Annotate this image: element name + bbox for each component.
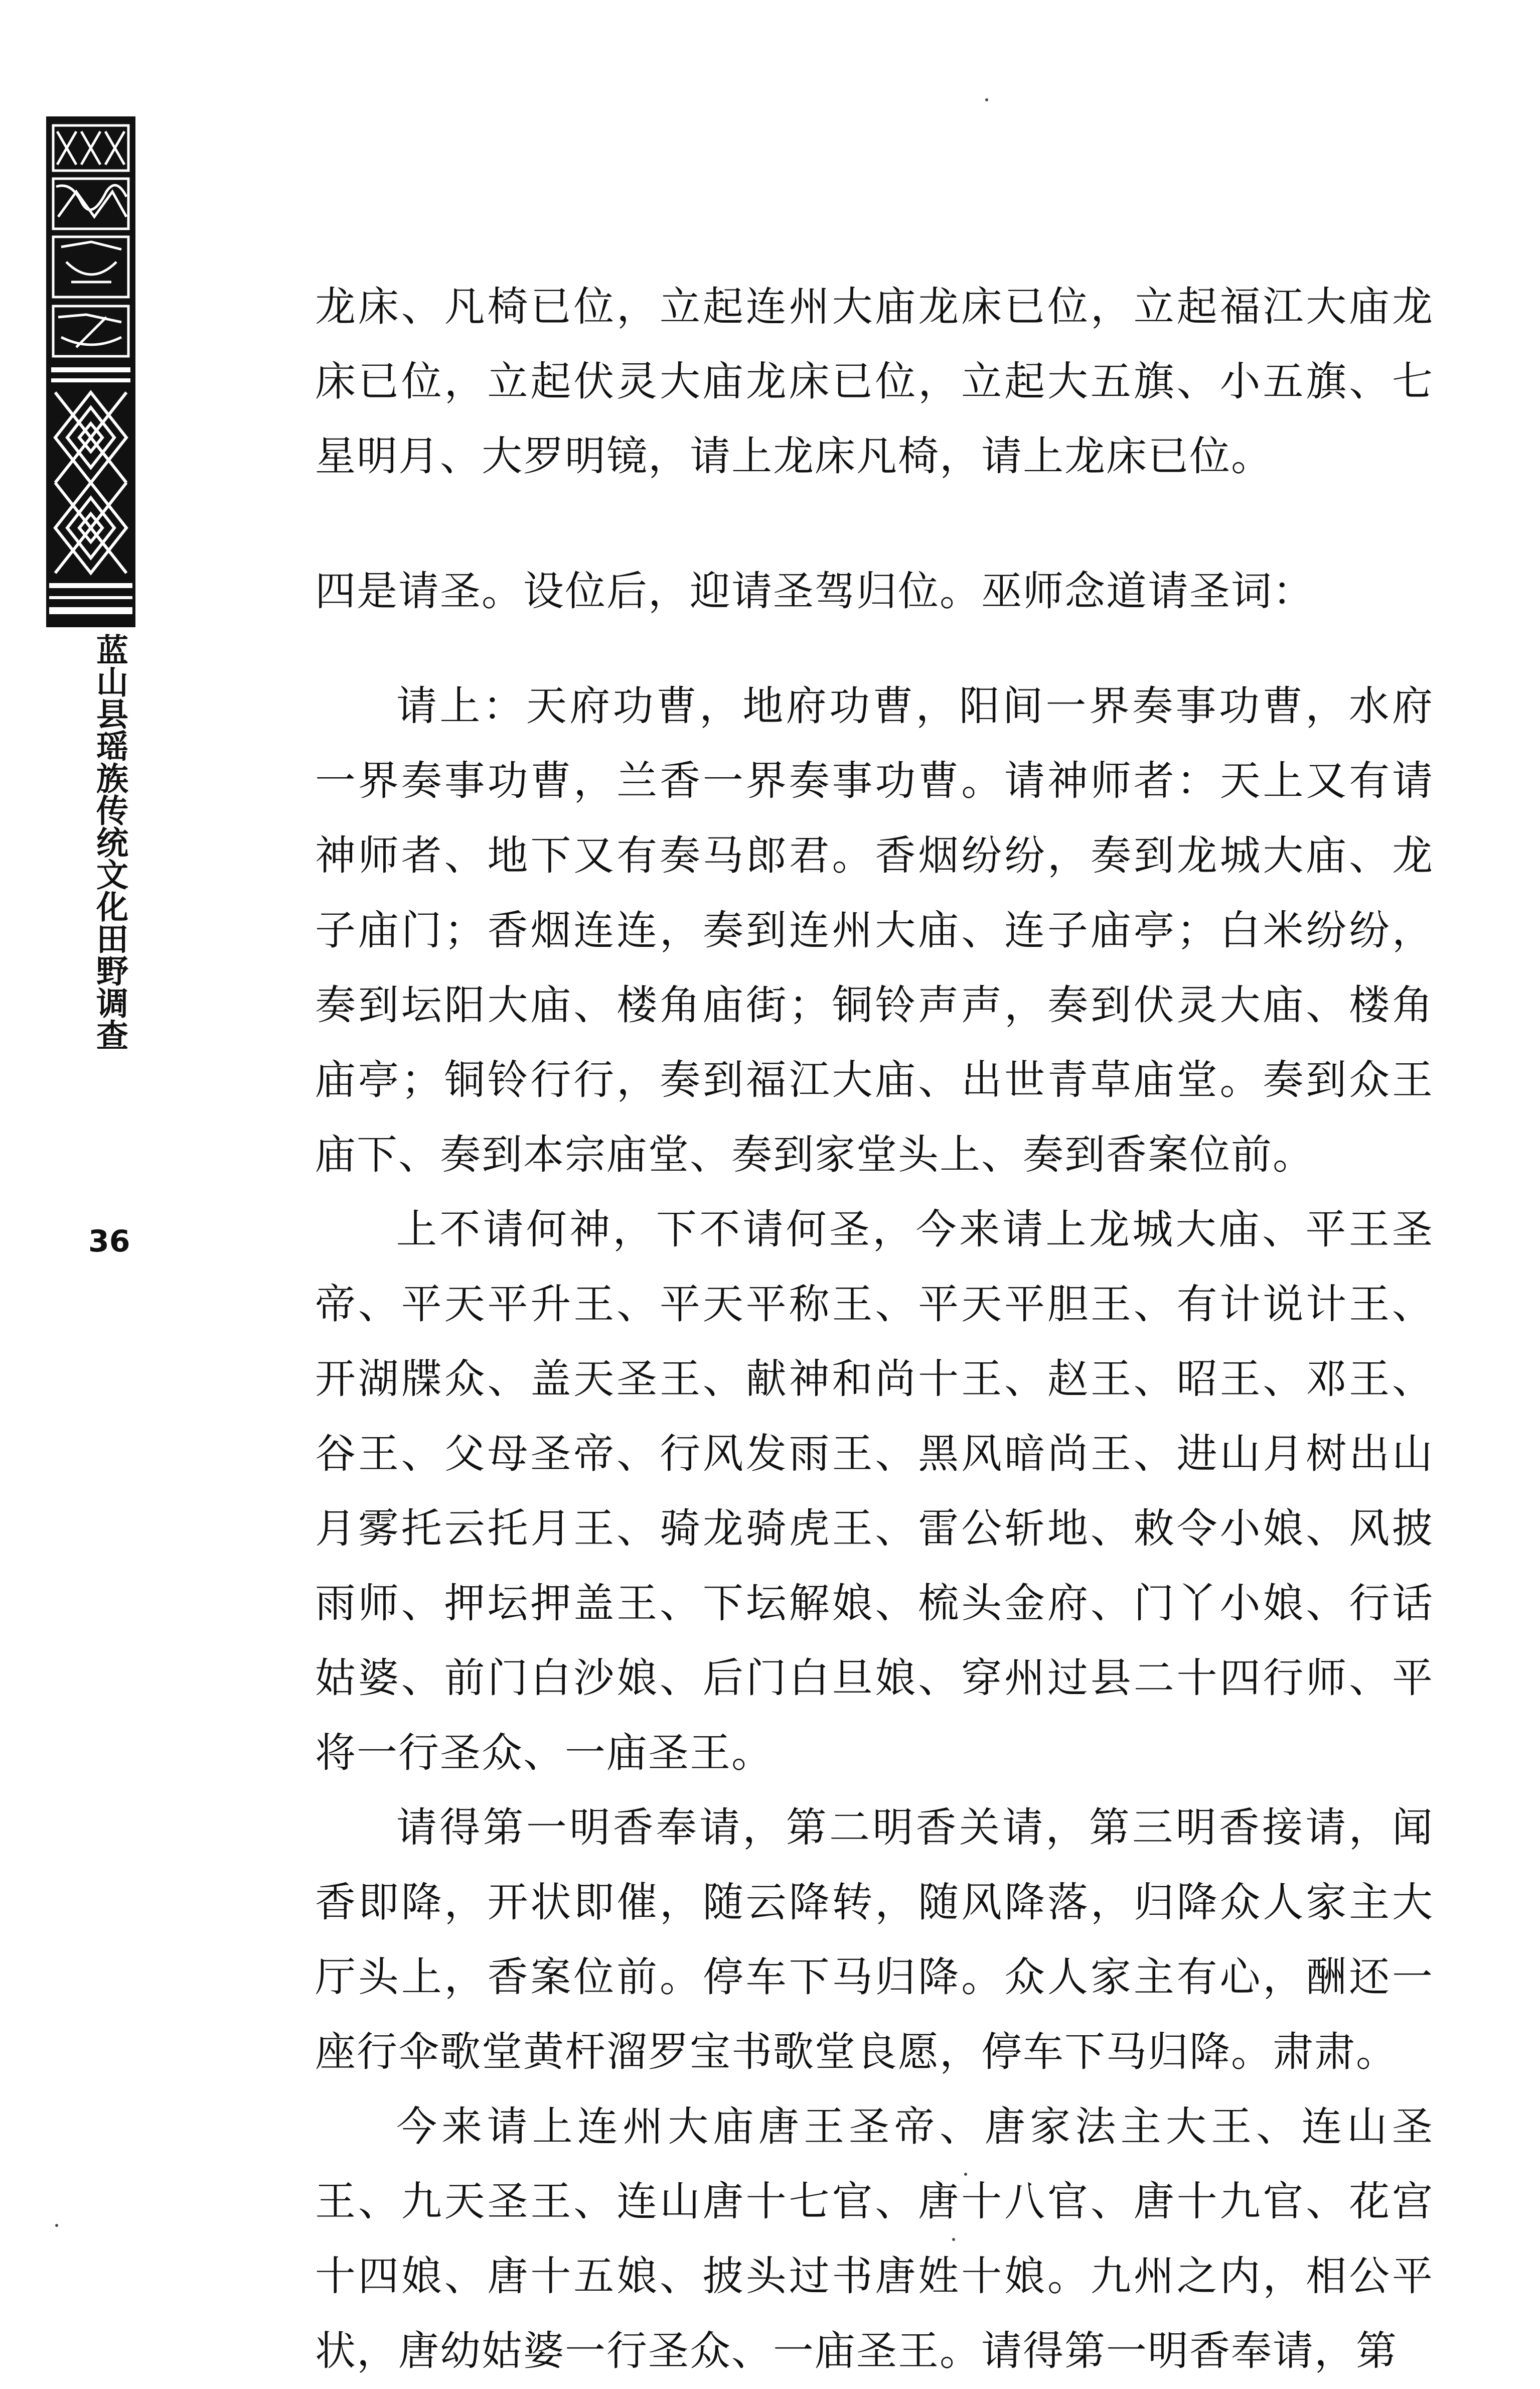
body-text xyxy=(315,270,1434,2389)
paragraph: 上不请何神，下不请何圣，今来请上龙城大庙、平王圣帝、平天平升王、平天平称王、平天平胆王、有计说计王、开湖牒众、盖天圣王、献神和尚十王、赵王、昭王、邓王、谷王、父母圣帝、行风发雨王、黑风暗尚王、进山月树出山月雾托云托月王、骑龙骑虎王、雷公斩地、敕令小娘、风披雨师、押坛押盖王、下坛解娘、梳头金府、门丫小娘、行话姑婆、前门白沙娘、后门白旦娘、穿州过县二十四行师、平将一行圣众、一庙圣王。 xyxy=(315,1206,1434,1777)
paragraph: 龙床、凡椅已位，立起连州大庙龙床已位，立起福江大庙龙床已位，立起伏灵大庙龙床已位，立起大五旗、小五旗、七星明月、大罗明镜，请上龙床凡椅，请上龙床已位。 xyxy=(315,284,1434,480)
woven-pattern-icon xyxy=(46,116,135,627)
decorative-pattern-banner xyxy=(46,116,135,627)
paragraph: 请上：天府功曹，地府功曹，阳间一界奏事功曹，水府一界奏事功曹，兰香一界奏事功曹。请神师者：天上又有请神师者、地下又有奏马郎君。香烟纷纷，奏到龙城大庙、龙子庙门；香烟连连，奏到连州大庙、连子庙亭；白米纷纷，奏到坛阳大庙、楼角庙街；铜铃声声，奏到伏灵大庙、楼角庙亭；铜铃行行，奏到福江大庙、出世青草庙堂。奏到众王庙下、奏到本宗庙堂、奏到家堂头上、奏到香案位前。 xyxy=(315,683,1434,1179)
running-book-title: 蓝山县瑶族传统文化田野调查 xyxy=(91,633,128,1051)
paragraph: 今来请上连州大庙唐王圣帝、唐家法主大王、连山圣王、九天圣王、连山唐十七官、唐十八官、唐十九官、花宫十四娘、唐十五娘、披头过书唐姓十娘。九州之内，相公平状，唐幼姑婆一行圣众、一庙圣王。请得第一明香奉请，第 xyxy=(315,2103,1434,2375)
section-heading: 四是请圣。设位后，迎请圣驾归位。巫师念道请圣词： xyxy=(315,568,1315,615)
scan-speck xyxy=(55,2224,58,2227)
scan-speck xyxy=(985,98,988,101)
scan-speck xyxy=(964,2173,967,2176)
page-number: 36 xyxy=(88,1224,130,1259)
scan-speck xyxy=(952,2238,955,2241)
paragraph: 请得第一明香奉请，第二明香关请，第三明香接请，闻香即降，开状即催，随云降转，随风降落，归降众人家主大厅头上，香案位前。停车下马归降。众人家主有心，酬还一座行伞歌堂黄杆溜罗宝书歌堂良愿，停车下马归降。肃肃。 xyxy=(315,1804,1434,2076)
